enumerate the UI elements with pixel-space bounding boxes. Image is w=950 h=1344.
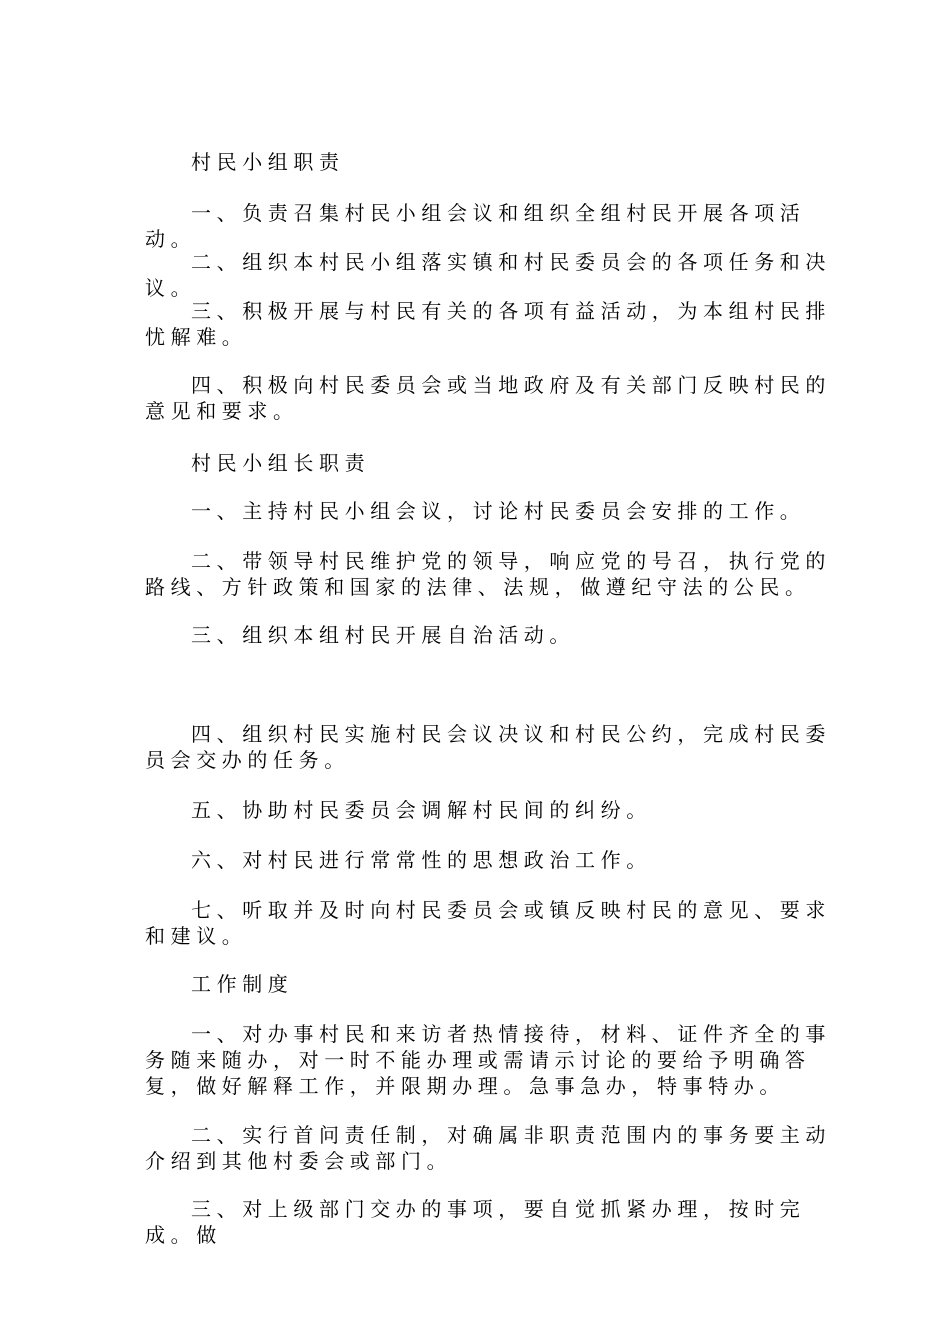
section-heading-group-leader-duties: 村民小组长职责 [191,451,371,475]
paragraph: 五、协助村民委员会调解村民间的纠纷。 [191,798,652,822]
paragraph: 一、主持村民小组会议，讨论村民委员会安排的工作。 [191,499,806,523]
paragraph: 四、积极向村民委员会或当地政府及有关部门反映村民的意见和要求。 [145,373,831,423]
paragraph: 二、组织本村民小组落实镇和村民委员会的各项任务和决议。 [145,250,831,300]
paragraph: 七、听取并及时向村民委员会或镇反映村民的意见、要求和建议。 [145,898,831,948]
paragraph: 三、对上级部门交办的事项，要自觉抓紧办理，按时完成。做 [145,1197,806,1247]
section-heading-work-rules: 工作制度 [191,972,294,996]
paragraph: 四、组织村民实施村民会议决议和村民公约，完成村民委员会交办的任务。 [145,722,831,772]
paragraph: 二、实行首问责任制，对确属非职责范围内的事务要主动介绍到其他村委会或部门。 [145,1123,831,1173]
paragraph: 六、对村民进行常常性的思想政治工作。 [191,848,652,872]
paragraph: 一、对办事村民和来访者热情接待，材料、证件齐全的事务随来随办，对一时不能办理或需请示讨论的要给予明确答复，做好解释工作，并限期办理。急事急办，特事特办。 [145,1022,831,1098]
paragraph: 二、带领导村民维护党的领导，响应党的号召，执行党的路线、方针政策和国家的法律、法规，做遵纪守法的公民。 [145,549,831,599]
paragraph: 一、负责召集村民小组会议和组织全组村民开展各项活动。 [145,201,806,251]
paragraph: 三、组织本组村民开展自治活动。 [191,623,575,647]
section-heading-village-group-duties: 村民小组职责 [191,150,345,174]
paragraph: 三、积极开展与村民有关的各项有益活动，为本组村民排忧解难。 [145,299,831,349]
